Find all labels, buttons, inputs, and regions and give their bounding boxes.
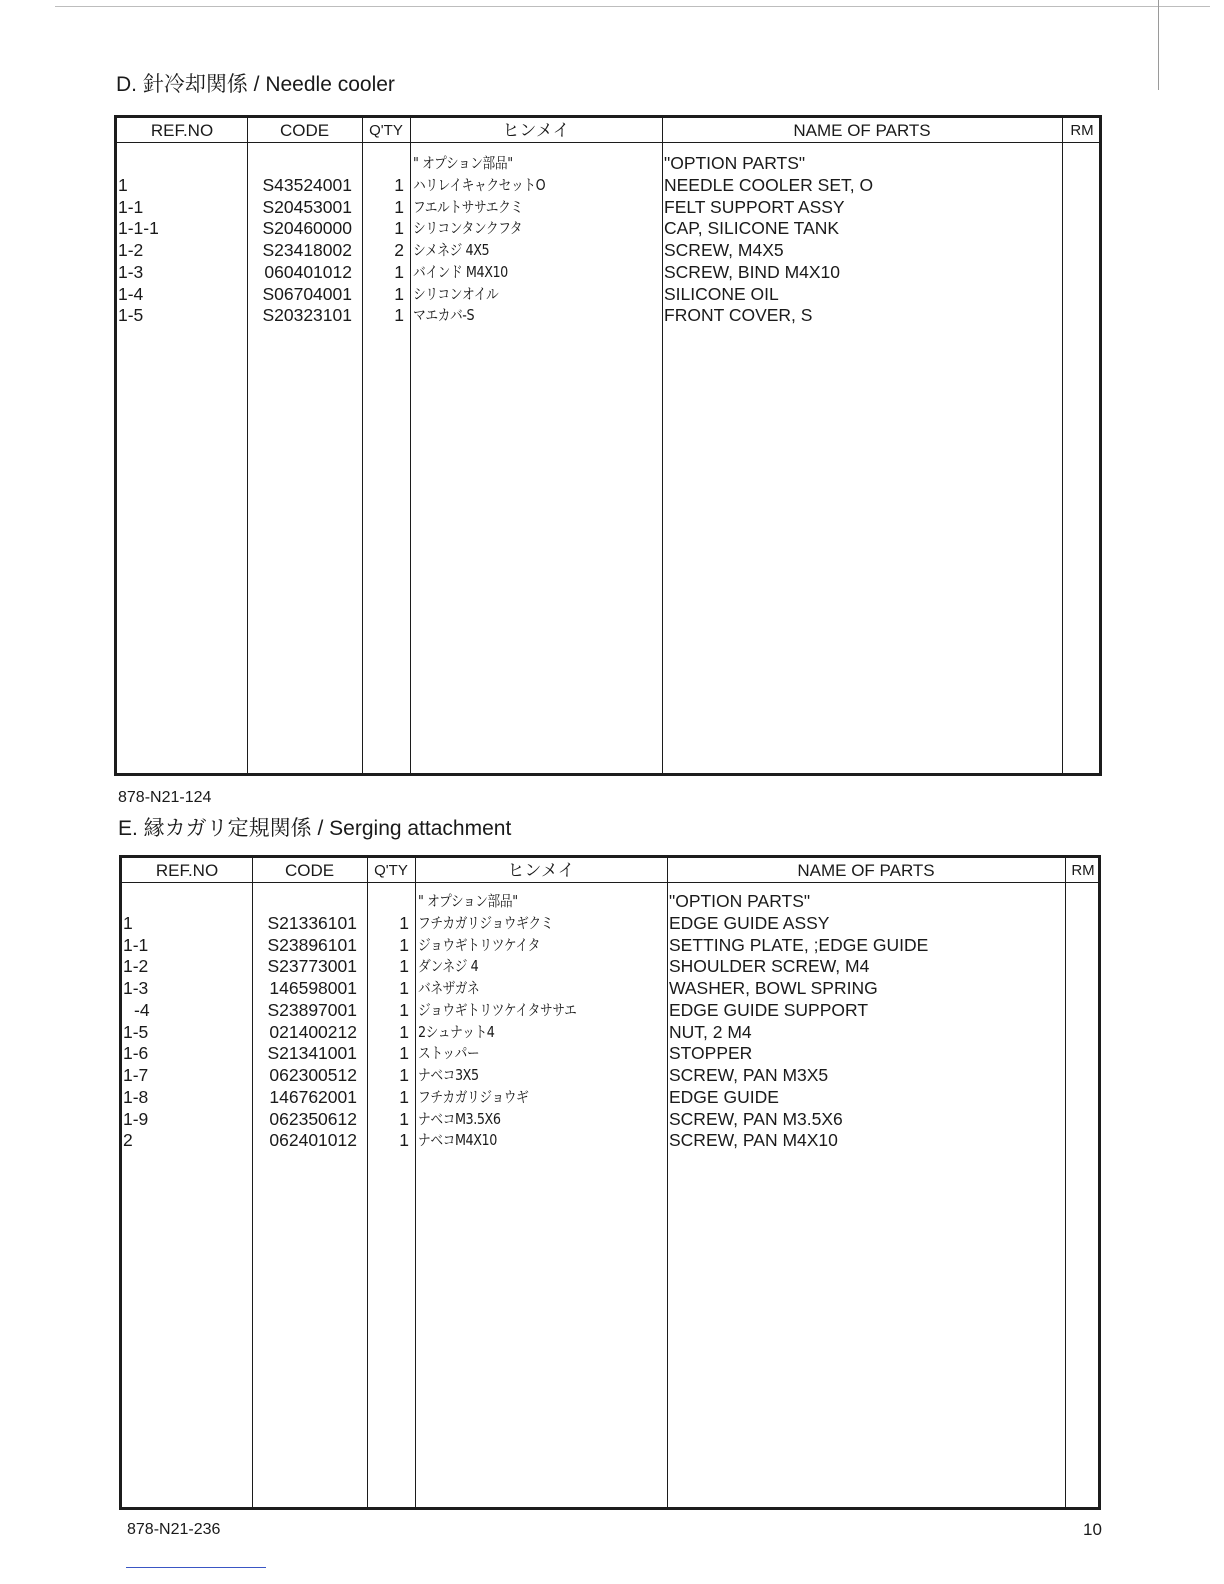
part-code: 062300512 xyxy=(269,1065,357,1085)
table-row xyxy=(122,934,1098,956)
table-row xyxy=(117,152,1099,174)
part-name: SCREW, PAN M3X5 xyxy=(669,1065,829,1085)
table-row xyxy=(122,1086,1098,1108)
part-code: 060401012 xyxy=(264,261,352,282)
katakana-name: フチカガリジョウギ xyxy=(418,1087,529,1106)
table-row xyxy=(122,999,1098,1021)
header-rm: RM xyxy=(1070,122,1094,139)
quantity: 1 xyxy=(399,1065,409,1085)
table-row xyxy=(117,174,1099,196)
part-name: SCREW, PAN M3.5X6 xyxy=(669,1108,843,1129)
katakana-name: ジョウギトリツケイタササエ xyxy=(418,1000,577,1019)
part-name: "OPTION PARTS" xyxy=(669,891,811,911)
katakana-name: ダンネジ 4 xyxy=(418,957,479,976)
table-row xyxy=(122,1129,1098,1151)
section-d-document-number: 878-N21-124 xyxy=(118,789,212,806)
ref-no: 2 xyxy=(123,1130,133,1151)
quantity: 1 xyxy=(394,174,404,195)
scan-top-edge xyxy=(55,6,1210,7)
quantity: 2 xyxy=(394,240,404,260)
ref-no: 1 xyxy=(123,912,133,933)
header-kana: ヒンメイ xyxy=(502,121,570,140)
part-code: S21341001 xyxy=(267,1043,357,1064)
table-row xyxy=(117,304,1099,326)
ref-no: -4 xyxy=(134,999,150,1020)
katakana-name: マエカバ-S xyxy=(413,306,475,325)
header-qty: Q'TY xyxy=(374,862,408,879)
needle-cooler-parts-table xyxy=(114,115,1102,776)
table-row xyxy=(117,217,1099,239)
table-row xyxy=(117,196,1099,218)
part-name: SHOULDER SCREW, M4 xyxy=(669,956,870,977)
part-name: NEEDLE COOLER SET, O xyxy=(664,174,874,195)
katakana-name: ストッパー xyxy=(418,1044,480,1063)
table-row xyxy=(117,283,1099,305)
part-code: S21336101 xyxy=(267,912,357,933)
quantity: 1 xyxy=(399,978,409,998)
serging-attachment-parts-table xyxy=(119,855,1101,1510)
quantity: 1 xyxy=(399,1043,409,1064)
part-code: 062401012 xyxy=(269,1130,357,1151)
katakana-name: ナベコM4X10 xyxy=(418,1131,497,1150)
table-row xyxy=(122,1064,1098,1086)
table-row xyxy=(122,977,1098,999)
part-name: SETTING PLATE, ;EDGE GUIDE xyxy=(669,934,929,955)
header-name-of-parts: NAME OF PARTS xyxy=(793,121,931,140)
table-row xyxy=(122,890,1098,912)
table-body xyxy=(122,890,1098,1151)
table-row xyxy=(117,239,1099,261)
quantity: 1 xyxy=(394,305,404,326)
part-name: SCREW, M4X5 xyxy=(664,240,784,260)
table-header xyxy=(117,118,1099,143)
part-name: EDGE GUIDE SUPPORT xyxy=(669,999,869,1020)
part-name: WASHER, BOWL SPRING xyxy=(669,978,878,998)
header-ref-no: REF.NO xyxy=(155,861,219,880)
part-code: S23418002 xyxy=(262,240,352,260)
ref-no: 1-1 xyxy=(118,196,144,217)
ref-no: 1-2 xyxy=(118,240,144,260)
part-code: 146762001 xyxy=(269,1086,357,1107)
quantity: 1 xyxy=(399,1108,409,1129)
table-row xyxy=(122,1042,1098,1064)
part-code: S20323101 xyxy=(262,305,352,326)
part-name: EDGE GUIDE xyxy=(669,1086,779,1107)
part-name: "OPTION PARTS" xyxy=(664,153,806,173)
table-row xyxy=(122,912,1098,934)
part-code: S06704001 xyxy=(262,283,352,304)
katakana-name: 2シュナット4 xyxy=(418,1022,495,1041)
table-row xyxy=(122,1021,1098,1043)
part-code: 062350612 xyxy=(269,1108,357,1129)
header-name-of-parts: NAME OF PARTS xyxy=(797,861,935,880)
katakana-name: フチカガリジョウギクミ xyxy=(418,913,554,932)
section-e-document-number: 878-N21-236 xyxy=(127,1521,221,1538)
ref-no: 1-3 xyxy=(118,261,144,282)
part-name: SILICONE OIL xyxy=(664,283,779,304)
katakana-name: " オプション部品" xyxy=(413,154,513,172)
quantity: 1 xyxy=(394,196,404,217)
katakana-name: シリコンオイル xyxy=(413,284,499,303)
header-kana: ヒンメイ xyxy=(507,861,575,880)
quantity: 1 xyxy=(399,999,409,1020)
ref-no: 1-1-1 xyxy=(118,218,159,239)
part-name: FELT SUPPORT ASSY xyxy=(664,196,845,217)
header-ref-no: REF.NO xyxy=(150,121,214,140)
quantity: 1 xyxy=(399,934,409,955)
header-code: CODE xyxy=(279,121,330,140)
katakana-name: " オプション部品" xyxy=(418,892,518,910)
katakana-name: バネザガネ xyxy=(418,979,480,997)
section-e-title: E. 縁カガリ定規関係 / Serging attachment xyxy=(118,817,512,840)
ref-no: 1-6 xyxy=(123,1043,149,1064)
quantity: 1 xyxy=(399,1021,409,1042)
header-qty: Q'TY xyxy=(369,122,403,139)
katakana-name: ナベコ3X5 xyxy=(418,1066,479,1084)
quantity: 1 xyxy=(394,218,404,239)
part-name: EDGE GUIDE ASSY xyxy=(669,912,830,933)
part-name: FRONT COVER, S xyxy=(664,305,813,326)
part-code: S20460000 xyxy=(262,218,352,239)
quantity: 1 xyxy=(394,283,404,304)
ref-no: 1-8 xyxy=(123,1086,149,1107)
ref-no: 1-3 xyxy=(123,978,149,998)
ref-no: 1-4 xyxy=(118,283,144,304)
ref-no: 1-1 xyxy=(123,934,149,955)
table-row xyxy=(117,261,1099,283)
part-code: S23773001 xyxy=(267,956,357,977)
section-d-title: D. 針冷却関係 / Needle cooler xyxy=(116,73,395,96)
ref-no: 1 xyxy=(118,174,128,195)
page-number: 10 xyxy=(1083,1520,1102,1539)
scan-right-edge xyxy=(1158,0,1159,90)
part-code: S23897001 xyxy=(267,999,357,1020)
part-name: NUT, 2 M4 xyxy=(669,1021,752,1042)
part-name: CAP, SILICONE TANK xyxy=(664,218,840,239)
part-name: STOPPER xyxy=(669,1043,753,1064)
quantity: 1 xyxy=(394,261,404,282)
table-header xyxy=(122,858,1098,883)
quantity: 1 xyxy=(399,912,409,933)
ref-no: 1-2 xyxy=(123,956,149,977)
table-row xyxy=(122,1108,1098,1130)
part-code: S43524001 xyxy=(262,174,352,195)
ref-no: 1-5 xyxy=(123,1021,149,1042)
header-code: CODE xyxy=(284,861,335,880)
part-code: 021400212 xyxy=(269,1021,357,1042)
table-row xyxy=(122,955,1098,977)
katakana-name: シメネジ 4X5 xyxy=(413,241,490,259)
part-code: S23896101 xyxy=(267,934,357,955)
katakana-name: ナベコM3.5X6 xyxy=(418,1109,501,1128)
ref-no: 1-7 xyxy=(123,1065,149,1085)
part-name: SCREW, PAN M4X10 xyxy=(669,1130,838,1151)
katakana-name: ジョウギトリツケイタ xyxy=(418,935,540,954)
quantity: 1 xyxy=(399,1130,409,1151)
scan-bottom-mark xyxy=(126,1567,266,1568)
header-rm: RM xyxy=(1071,862,1095,879)
part-code: S20453001 xyxy=(262,196,352,217)
katakana-name: バインド M4X10 xyxy=(413,262,508,281)
table-body xyxy=(117,152,1099,326)
quantity: 1 xyxy=(399,1086,409,1107)
ref-no: 1-5 xyxy=(118,305,144,326)
katakana-name: シリコンタンクフタ xyxy=(413,219,523,238)
ref-no: 1-9 xyxy=(123,1108,149,1129)
part-name: SCREW, BIND M4X10 xyxy=(664,261,841,282)
quantity: 1 xyxy=(399,956,409,977)
katakana-name: フエルトササエクミ xyxy=(413,197,523,216)
part-code: 146598001 xyxy=(269,978,357,998)
katakana-name: ハリレイキャクセットO xyxy=(413,175,546,194)
